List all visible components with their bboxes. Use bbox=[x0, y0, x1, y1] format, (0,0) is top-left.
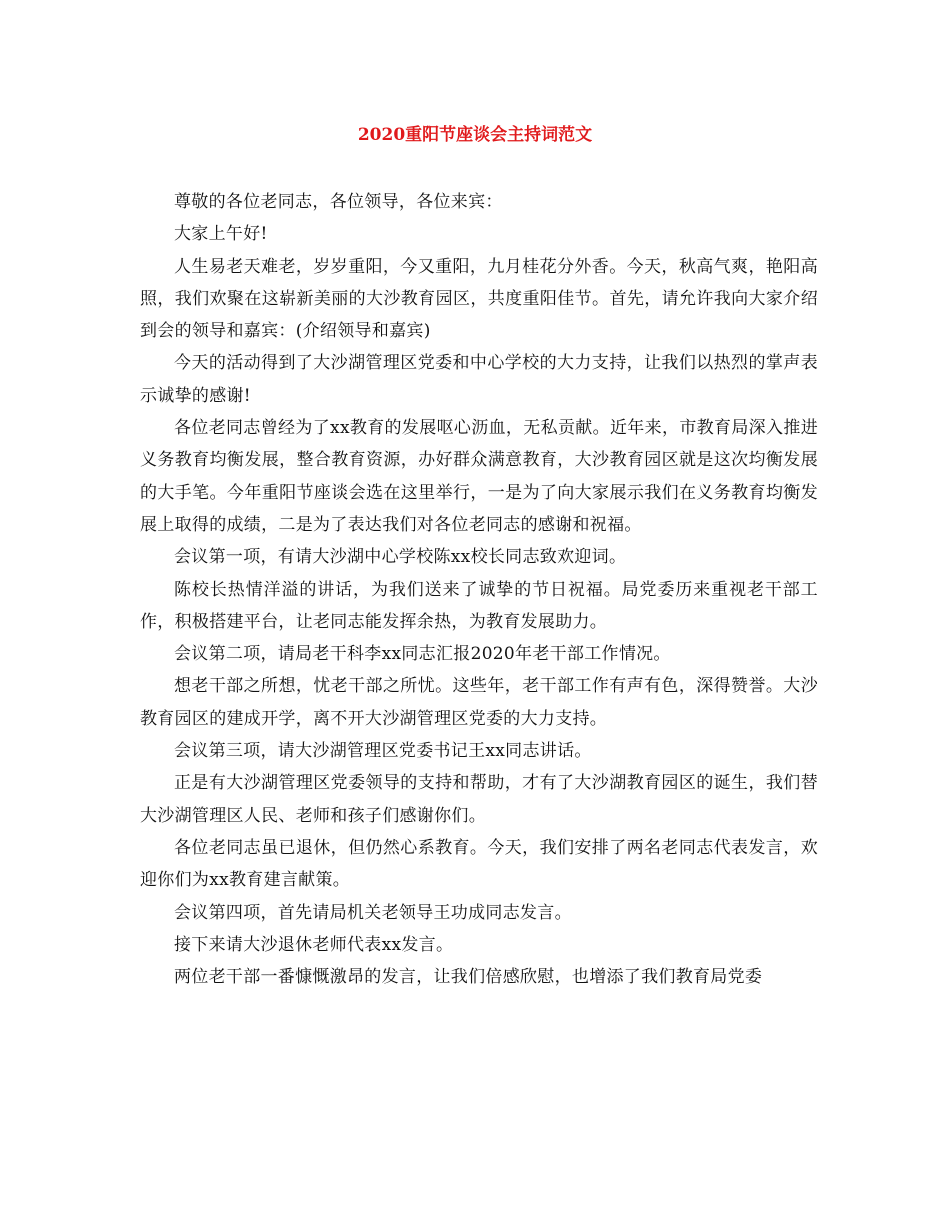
paragraph-contribution: 各位老同志曾经为了xx教育的发展呕心沥血，无私贡献。近年来，市教育局深入推进义务教育均衡发展，整合教育资源，办好群众满意教育，大沙教育园区就是这次均衡发展的大手笔。今年重阳节座谈会选在这里举行，一是为了向大家展示我们在义务教育均衡发展上取得的成绩，二是为了表达我们对各位老同志的感谢和祝福。 bbox=[140, 418, 818, 535]
paragraph-next-speaker: 接下来请大沙退休老师代表xx发言。 bbox=[174, 934, 454, 955]
paragraph-opening: 人生易老天难老，岁岁重阳，今又重阳，九月桂花分外香。今天，秋高气爽，艳阳高照，我们欢聚在这崭新美丽的大沙教育园区，共度重阳佳节。首先，请允许我向大家介绍到会的领导和嘉宾：(介绍领导和嘉宾) bbox=[140, 256, 818, 342]
paragraph-greeting: 尊敬的各位老同志，各位领导，各位来宾： bbox=[174, 192, 503, 212]
paragraph-item-four: 会议第四项，首先请局机关老领导王功成同志发言。 bbox=[174, 902, 572, 923]
paragraph-item-one: 会议第一项，有请大沙湖中心学校陈xx校长同志致欢迎词。 bbox=[174, 547, 627, 568]
paragraph-principal-speech: 陈校长热情洋溢的讲话，为我们送来了诚挚的节日祝福。局党委历来重视老干部工作，积极搭建平台，让老同志能发挥余热，为教育发展助力。 bbox=[140, 579, 818, 632]
paragraph-item-three: 会议第三项，请大沙湖管理区党委书记王xx同志讲话。 bbox=[174, 741, 592, 762]
paragraph-good-morning: 大家上午好! bbox=[174, 224, 268, 245]
paragraph-veteran-work: 想老干部之所想，忧老干部之所忧。这些年，老干部工作有声有色，深得赞誉。大沙教育园区的建成开学，离不开大沙湖管理区党委的大力支持。 bbox=[140, 676, 818, 729]
paragraph-thanks: 今天的活动得到了大沙湖管理区党委和中心学校的大力支持，让我们以热烈的掌声表示诚挚的感谢! bbox=[140, 353, 818, 406]
paragraph-item-two: 会议第二项，请局老干科李xx同志汇报2020年老干部工作情况。 bbox=[174, 644, 671, 665]
paragraph-retirees: 各位老同志虽已退休，但仍然心系教育。今天，我们安排了两名老同志代表发言，欢迎你们为xx教育建言献策。 bbox=[140, 837, 818, 891]
document-title: 2020重阳节座谈会主持词范文 bbox=[357, 125, 593, 145]
paragraph-support: 正是有大沙湖管理区党委领导的支持和帮助，才有了大沙湖教育园区的诞生，我们替大沙湖管理区人民、老师和孩子们感谢你们。 bbox=[140, 773, 818, 826]
document-body bbox=[140, 186, 818, 993]
paragraph-closing: 两位老干部一番慷慨激昂的发言，让我们倍感欣慰，也增添了我们教育局党委 bbox=[174, 967, 763, 988]
